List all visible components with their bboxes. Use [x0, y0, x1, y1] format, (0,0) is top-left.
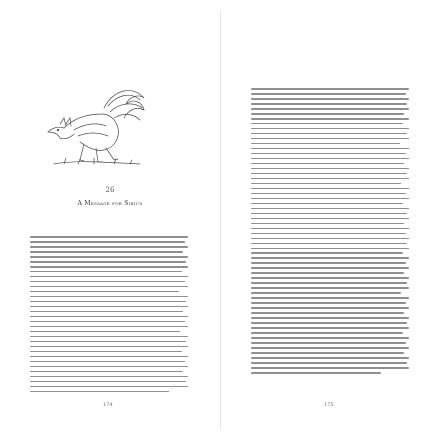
- left-body-text: [30, 236, 188, 396]
- left-page: [0, 0, 220, 441]
- chapter-number: 26: [105, 186, 115, 194]
- right-body-text: [251, 88, 409, 377]
- chapter-title: A Message for Sirius: [77, 200, 143, 207]
- right-page: [221, 0, 441, 441]
- fox-illustration-icon: [44, 68, 154, 170]
- page-number-left: 174: [103, 402, 113, 408]
- page-number-right: 175: [324, 402, 334, 408]
